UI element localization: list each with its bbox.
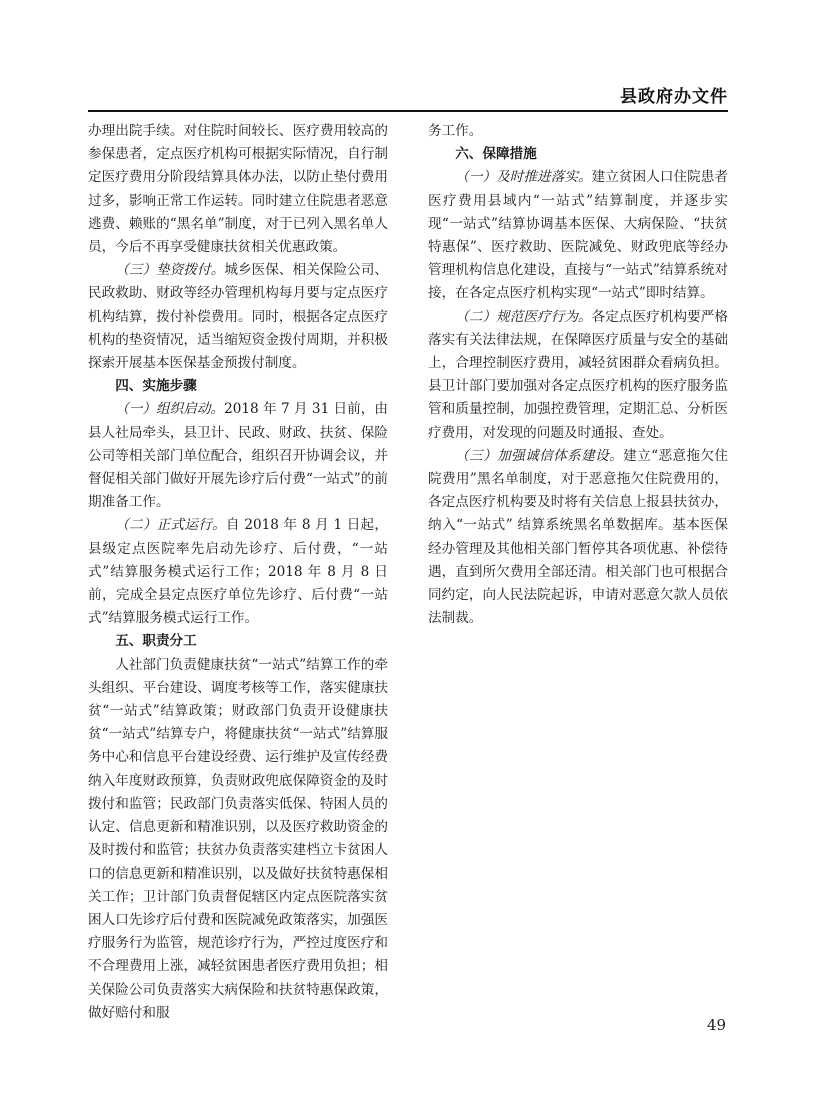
paragraph-text: 建立“恶意拖欠住院费用”黑名单制度，对于恶意拖欠住院费用的，各定点医疗机构要及时将有关信息上报县扶贫办，纳入“一站式” 结算系统黑名单数据库。基本医保经办管理及其他相关部门暂停其各项优惠、补偿待遇，直到所欠费用全部还清。相关部门也可根据合同约定，向人民法院起诉，申请对恶意欠款人员依法制裁。: [428, 447, 729, 627]
paragraph-medical-conduct: [428, 306, 728, 445]
subheading-lead: （三）加强诚信体系建设。: [455, 447, 624, 464]
page-number: 49: [706, 1016, 726, 1034]
subheading-lead: （二）正式运行。: [115, 517, 226, 534]
paragraph-text: 城乡医保、相关保险公司、民政救助、财政等经办管理机构每月要与定点医疗机构结算，拨付补偿费用。同时，根据各定点医疗机构的垫资情况，适当缩短资金拨付周期，并积极探索开展基本医保基金预拨付制度。: [88, 262, 389, 372]
paragraph-text: 各定点医疗机构要严格落实有关法律法规，在保障医疗质量与安全的基础上，合理控制医疗费用，减轻贫困群众看病负担。县卫计部门要加强对各定点医疗机构的医疗服务监管和质量控制，加强控费管理，定期汇总、分析医疗费用，对发现的问题及时通报、查处。: [428, 308, 729, 441]
paragraph-text: 自 2018 年 8 月 1 日起，县级定点医院率先启动先诊疗、后付费，“一站式”结算服务模式运行工作；2018 年 8 月 8 日前，完成全县定点医疗单位先诊疗、后付费“一站式”结算服务模式运行工作。: [88, 517, 388, 627]
paragraph-text: 建立贫困人口住院患者医疗费用县域内“一站式”结算制度，并逐步实现“一站式”结算协调基本医保、大病保险、“扶贫特惠保”、医疗救助、医院减免、财政兜底等经办管理机构信息化建设，直接与“一站式”结算系统对接，在各定点医疗机构实现“一站式”即时结算。: [428, 169, 729, 302]
paragraph-launch: [88, 398, 388, 514]
paragraph-implementation: [428, 166, 728, 305]
section-heading-4: 四、实施步骤: [115, 378, 197, 395]
left-column: [88, 120, 388, 1025]
subheading-lead: （一）组织启动。: [115, 401, 225, 418]
paragraph-continued: 务工作。: [428, 123, 483, 139]
running-header-title: 县政府办文件: [620, 87, 728, 107]
paragraph-advance-payment: [88, 259, 388, 375]
paragraph-credit-system: [428, 445, 728, 631]
section-heading-6: 六、保障措施: [455, 146, 537, 163]
right-column: [428, 120, 728, 630]
subheading-lead: （一）及时推进落实。: [455, 169, 592, 186]
subheading-lead: （二）规范医疗行为。: [455, 308, 592, 325]
paragraph-operation: [88, 514, 388, 630]
section-heading-5: 五、职责分工: [115, 633, 197, 650]
subheading-lead: （三）垫资拨付。: [115, 262, 225, 279]
header-divider: [88, 110, 728, 112]
paragraph-responsibilities: 人社部门负责健康扶贫“一站式”结算工作的牵头组织、平台建设、调度考核等工作，落实健康扶贫“一站式”结算政策；财政部门负责开设健康扶贫“一站式”结算专户，将健康扶贫“一站式”结算服务中心和信息平台建设经费、运行维护及宣传经费纳入年度财政预算，负责财政兜底保障资金的及时拨付和监管；民政部门负责落实低保、特困人员的认定、信息更新和精准识别，以及医疗救助资金的及时拨付和监管；扶贫办负责落实建档立卡贫困人口的信息更新和精准识别，以及做好扶贫特惠保相关工作；卫计部门负责督促辖区内定点医院落实贫困人口先诊疗后付费和医院减免政策落实，加强医疗服务行为监管，规范诊疗行为，严控过度医疗和不合理费用上涨，减轻贫困患者医疗费用负担；相关保险公司负责落实大病保险和扶贫特惠保政策，做好赔付和服: [88, 656, 388, 1021]
paragraph-text: 2018 年 7 月 31 日前，由县人社局牵头，县卫计、民政、财政、扶贫、保险公司等相关部门单位配合，组织召开协调会议，并督促相关部门做好开展先诊疗后付费“一站式”的前期准备工作。: [88, 401, 388, 511]
paragraph-continued: 办理出院手续。对住院时间较长、医疗费用较高的参保患者，定点医疗机构可根据实际情况，自行制定医疗费用分阶段结算具体办法，以防止垫付费用过多，影响正常工作运转。同时建立住院患者恶意逃费、赖账的“黑名单”制度，对于已列入黑名单人员，今后不再享受健康扶贫相关优惠政策。: [88, 123, 388, 256]
